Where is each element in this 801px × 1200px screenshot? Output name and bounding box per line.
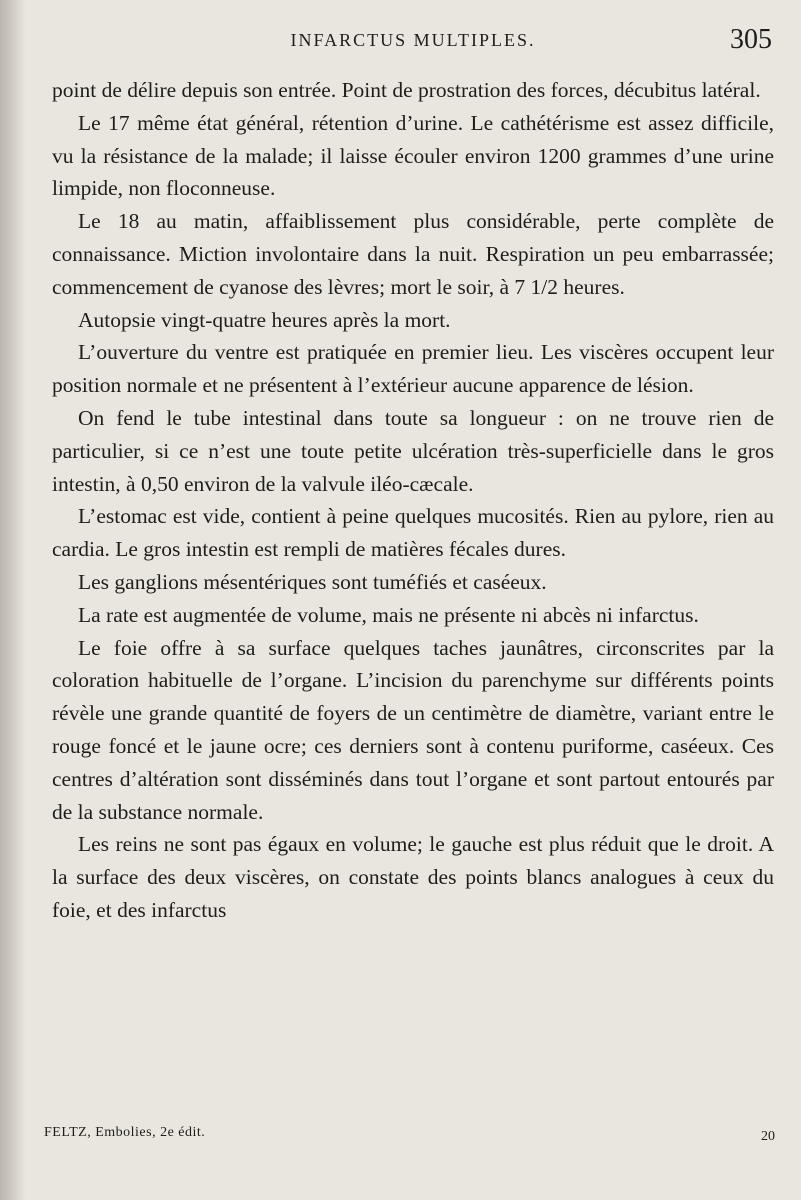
page-footer — [44, 1125, 801, 1155]
body-text — [52, 74, 774, 927]
page-number: 305 — [730, 24, 772, 55]
running-title: INFARCTUS MULTIPLES. — [290, 30, 536, 50]
paragraph: On fend le tube intestinal dans toute sa longueur : on ne trouve rien de particulier, si ce n’est une toute petite ulcération très-superficielle dans le gros intestin, à 0,50 environ de la valvule iléo-cæcale. — [52, 405, 774, 496]
paragraph: Le foie offre à sa surface quelques taches jaunâtres, circonscrites par la coloration habituelle de l’organe. L’incision du parenchyme sur différents points révèle une grande quantité de foyers de un centimètre de diamètre, variant entre le rouge foncé et le jaune ocre; ces derniers sont à contenu puriforme, caséeux. Ces centres d’altération sont disséminés dans tout l’organe et sont partout entourés par de la substance normale. — [52, 635, 774, 824]
running-head — [52, 24, 774, 64]
paragraph: Le 17 même état général, rétention d’urine. Le cathétérisme est assez difficile, vu la résistance de la malade; il laisse écouler environ 1200 grammes d’une urine limpide, non floconneuse. — [52, 110, 774, 201]
paragraph: L’ouverture du ventre est pratiquée en premier lieu. Les viscères occupent leur position normale et ne présentent à l’extérieur aucune apparence de lésion. — [52, 340, 774, 398]
paragraph: Le 18 au matin, affaiblissement plus considérable, perte complète de connaissance. Miction involontaire dans la nuit. Respiration un peu embarrassée; commencement de cyanose des lèvres; mort le soir, à 7 1/2 heures. — [52, 209, 774, 299]
paragraph: L’estomac est vide, contient à peine quelques mucosités. Rien au pylore, rien au cardia. Le gros intestin est rempli de matières fécales dures. — [52, 504, 774, 562]
book-page — [52, 24, 774, 1190]
paragraph: point de délire depuis son entrée. Point de prostration des forces, décubitus latéral. — [52, 78, 761, 102]
paragraph: Les ganglions mésentériques sont tuméfiés et caséeux. — [78, 569, 547, 594]
paragraph: Autopsie vingt-quatre heures après la mort. — [78, 307, 451, 332]
footer-note: FELTZ, Embolies, 2e édit. — [44, 1125, 206, 1140]
binding-shadow — [0, 0, 26, 1200]
signature-mark: 20 — [761, 1129, 775, 1144]
paragraph: La rate est augmentée de volume, mais ne présente ni abcès ni infarctus. — [78, 602, 699, 627]
paragraph: Les reins ne sont pas égaux en volume; le gauche est plus réduit que le droit. A la surface des deux viscères, on constate des points blancs analogues à ceux du foie, et des infarctus — [52, 832, 774, 922]
